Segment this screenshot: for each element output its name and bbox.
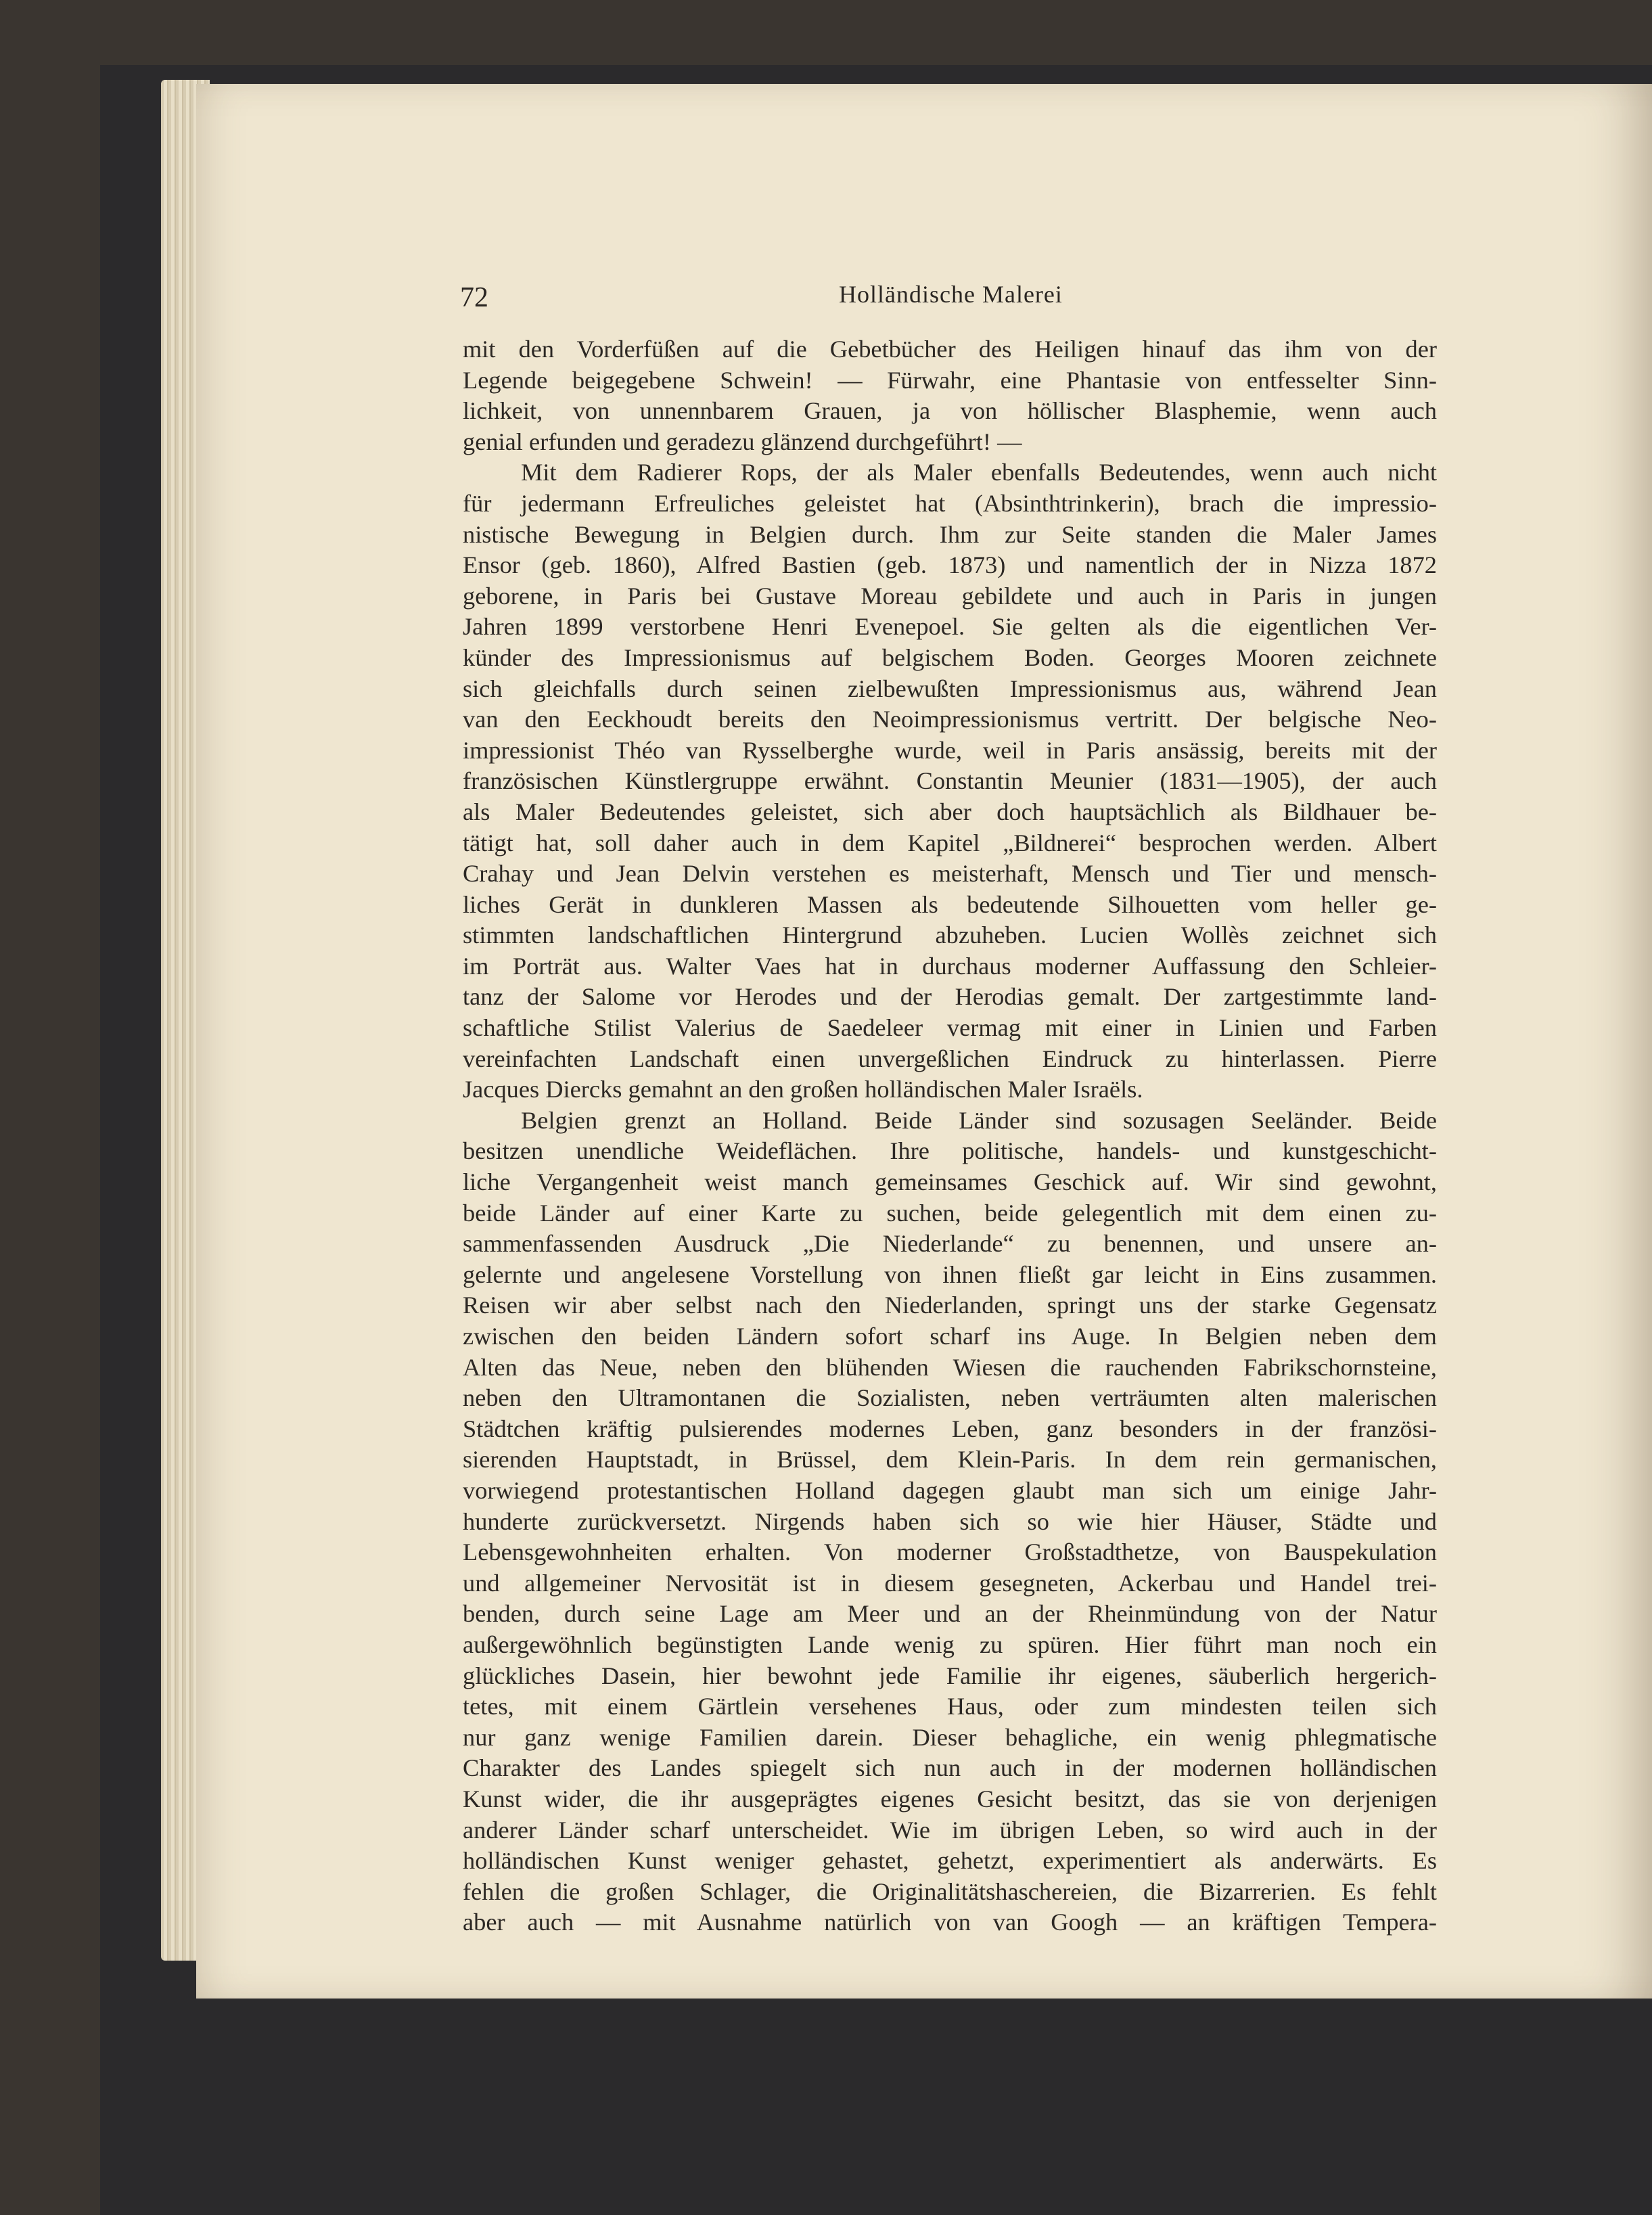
text-line: sierenden Hauptstadt, in Brüssel, dem Klein-Paris. In dem rein germanischen, [463,1446,1437,1474]
text-line: schaftliche Stilist Valerius de Saedeleer vermag mit einer in Linien und Farben [463,1014,1437,1042]
text-line: tetes, mit einem Gärtlein versehenes Haus, oder zum mindesten teilen sich [463,1693,1437,1720]
text-line: gelernte und angelesene Vorstellung von ihnen fließt gar leicht in Eins zusammen. [463,1260,1437,1288]
text-line: zwischen den beiden Ländern sofort scharf ins Auge. In Belgien neben dem [463,1323,1437,1350]
page-number: 72 [460,282,488,313]
text-line: besitzen unendliche Weideflächen. Ihre politische, handels- und kunstgeschicht- [463,1137,1437,1165]
text-line: geborene, in Paris bei Gustave Moreau gebildete und auch in Paris in jungen [463,582,1437,610]
text-line: Belgien grenzt an Holland. Beide Länder sind sozusagen Seeländer. Beide [521,1106,1437,1134]
text-line: van den Eeckhoudt bereits den Neoimpressionismus vertritt. Der belgische Neo- [463,706,1437,733]
text-line: liche Vergangenheit weist manch gemeinsames Geschick auf. Wir sind gewohnt, [463,1168,1437,1196]
body-text [463,334,1437,1938]
text-line: aber auch — mit Ausnahme natürlich von van Googh — an kräftigen Tempera- [463,1909,1437,1936]
text-line: hunderte zurückversetzt. Nirgends haben sich so wie hier Häuser, Städte und [463,1507,1437,1535]
text-line: als Maler Bedeutendes geleistet, sich aber doch hauptsächlich als Bildhauer be- [463,798,1437,825]
text-line: im Porträt aus. Walter Vaes hat in durchaus moderner Auffassung den Schleier- [463,952,1437,980]
text-line: stimmten landschaftlichen Hintergrund abzuheben. Lucien Wollès zeichnet sich [463,921,1437,949]
text-line: impressionist Théo van Rysselberghe wurde, weil in Paris ansässig, bereits mit der [463,736,1437,764]
text-line: für jedermann Erfreuliches geleistet hat (Absinthtrinkerin), brach die impressio- [463,489,1437,517]
text-line: nur ganz wenige Familien darein. Dieser behagliche, ein wenig phlegmatische [463,1723,1437,1751]
text-line: Crahay und Jean Delvin verstehen es meisterhaft, Mensch und Tier und mensch- [463,860,1437,888]
text-line: künder des Impressionismus auf belgischem Boden. Georges Mooren zeichnete [463,643,1437,671]
text-line: anderer Länder scharf unterscheidet. Wie im übrigen Leben, so wird auch in der [463,1816,1437,1844]
text-line: außergewöhnlich begünstigten Lande wenig zu spüren. Hier führt man noch ein [463,1630,1437,1658]
text-line: sich gleichfalls durch seinen zielbewußten Impressionismus aus, während Jean [463,675,1437,702]
text-line: Ensor (geb. 1860), Alfred Bastien (geb. 1873) und namentlich der in Nizza 1872 [463,551,1437,579]
text-line: nistische Bewegung in Belgien durch. Ihm zur Seite standen die Maler James [463,520,1437,548]
text-line: neben den Ultramontanen die Sozialisten, neben verträumten alten malerischen [463,1384,1437,1412]
text-line: Legende beigegebene Schwein! — Fürwahr, eine Phantasie von entfesselter Sinn- [463,366,1437,394]
text-line: glückliches Dasein, hier bewohnt jede Familie ihr eigenes, säuberlich hergerich- [463,1662,1437,1689]
text-line: genial erfunden und geradezu glänzend durchgeführt! — [463,428,1022,455]
text-line: tätigt hat, soll daher auch in dem Kapitel „Bildnerei“ besprochen werden. Albert [463,829,1437,857]
text-line: Kunst wider, die ihr ausgeprägtes eigenes Gesicht besitzt, das sie von derjenigen [463,1785,1437,1812]
text-line: holländischen Kunst weniger gehastet, gehetzt, experimentiert als anderwärts. Es [463,1847,1437,1875]
text-line: liches Gerät in dunkleren Massen als bedeutende Silhouetten vom heller ge- [463,890,1437,918]
text-line: benden, durch seine Lage am Meer und an der Rheinmündung von der Natur [463,1600,1437,1628]
text-line: und allgemeiner Nervosität ist in diesem gesegneten, Ackerbau und Handel trei- [463,1569,1437,1597]
text-line: vereinfachten Landschaft einen unvergeßlichen Eindruck zu hinterlassen. Pierre [463,1045,1437,1072]
text-line: vorwiegend protestantischen Holland dagegen glaubt man sich um einige Jahr- [463,1476,1437,1504]
text-line: Jahren 1899 verstorbene Henri Evenepoel. Sie gelten als die eigentlichen Ver- [463,613,1437,641]
text-line: Mit dem Radierer Rops, der als Maler ebenfalls Bedeutendes, wenn auch nicht [521,459,1437,486]
text-line: Reisen wir aber selbst nach den Niederlanden, springt uns der starke Gegensatz [463,1292,1437,1319]
text-line: beide Länder auf einer Karte zu suchen, beide gelegentlich mit dem einen zu- [463,1199,1437,1227]
text-line: Städtchen kräftig pulsierendes modernes Leben, ganz besonders in der französi- [463,1415,1437,1442]
text-line: mit den Vorderfüßen auf die Gebetbücher des Heiligen hinauf das ihm von der [463,336,1437,363]
page-header [460,277,1468,318]
text-line: lichkeit, von unnennbarem Grauen, ja von höllischer Blasphemie, wenn auch [463,397,1437,425]
text-line: Charakter des Landes spiegelt sich nun auch in der modernen holländischen [463,1754,1437,1782]
text-line: Alten das Neue, neben den blühenden Wiesen die rauchenden Fabrikschornsteine, [463,1353,1437,1381]
text-line: sammenfassenden Ausdruck „Die Niederlande“ zu benennen, und unsere an- [463,1230,1437,1258]
text-line: tanz der Salome vor Herodes und der Herodias gemalt. Der zartgestimmte land- [463,983,1437,1011]
text-line: Lebensgewohnheiten erhalten. Von moderner Großstadthetze, von Bauspekulation [463,1538,1437,1566]
text-line: Jacques Diercks gemahnt an den großen holländischen Maler Israëls. [463,1076,1143,1103]
text-line: fehlen die großen Schlager, die Originalitätshaschereien, die Bizarrerien. Es fehlt [463,1877,1437,1905]
text-line: französischen Künstlergruppe erwähnt. Constantin Meunier (1831—1905), der auch [463,767,1437,795]
running-title: Holländische Malerei [839,281,1063,308]
